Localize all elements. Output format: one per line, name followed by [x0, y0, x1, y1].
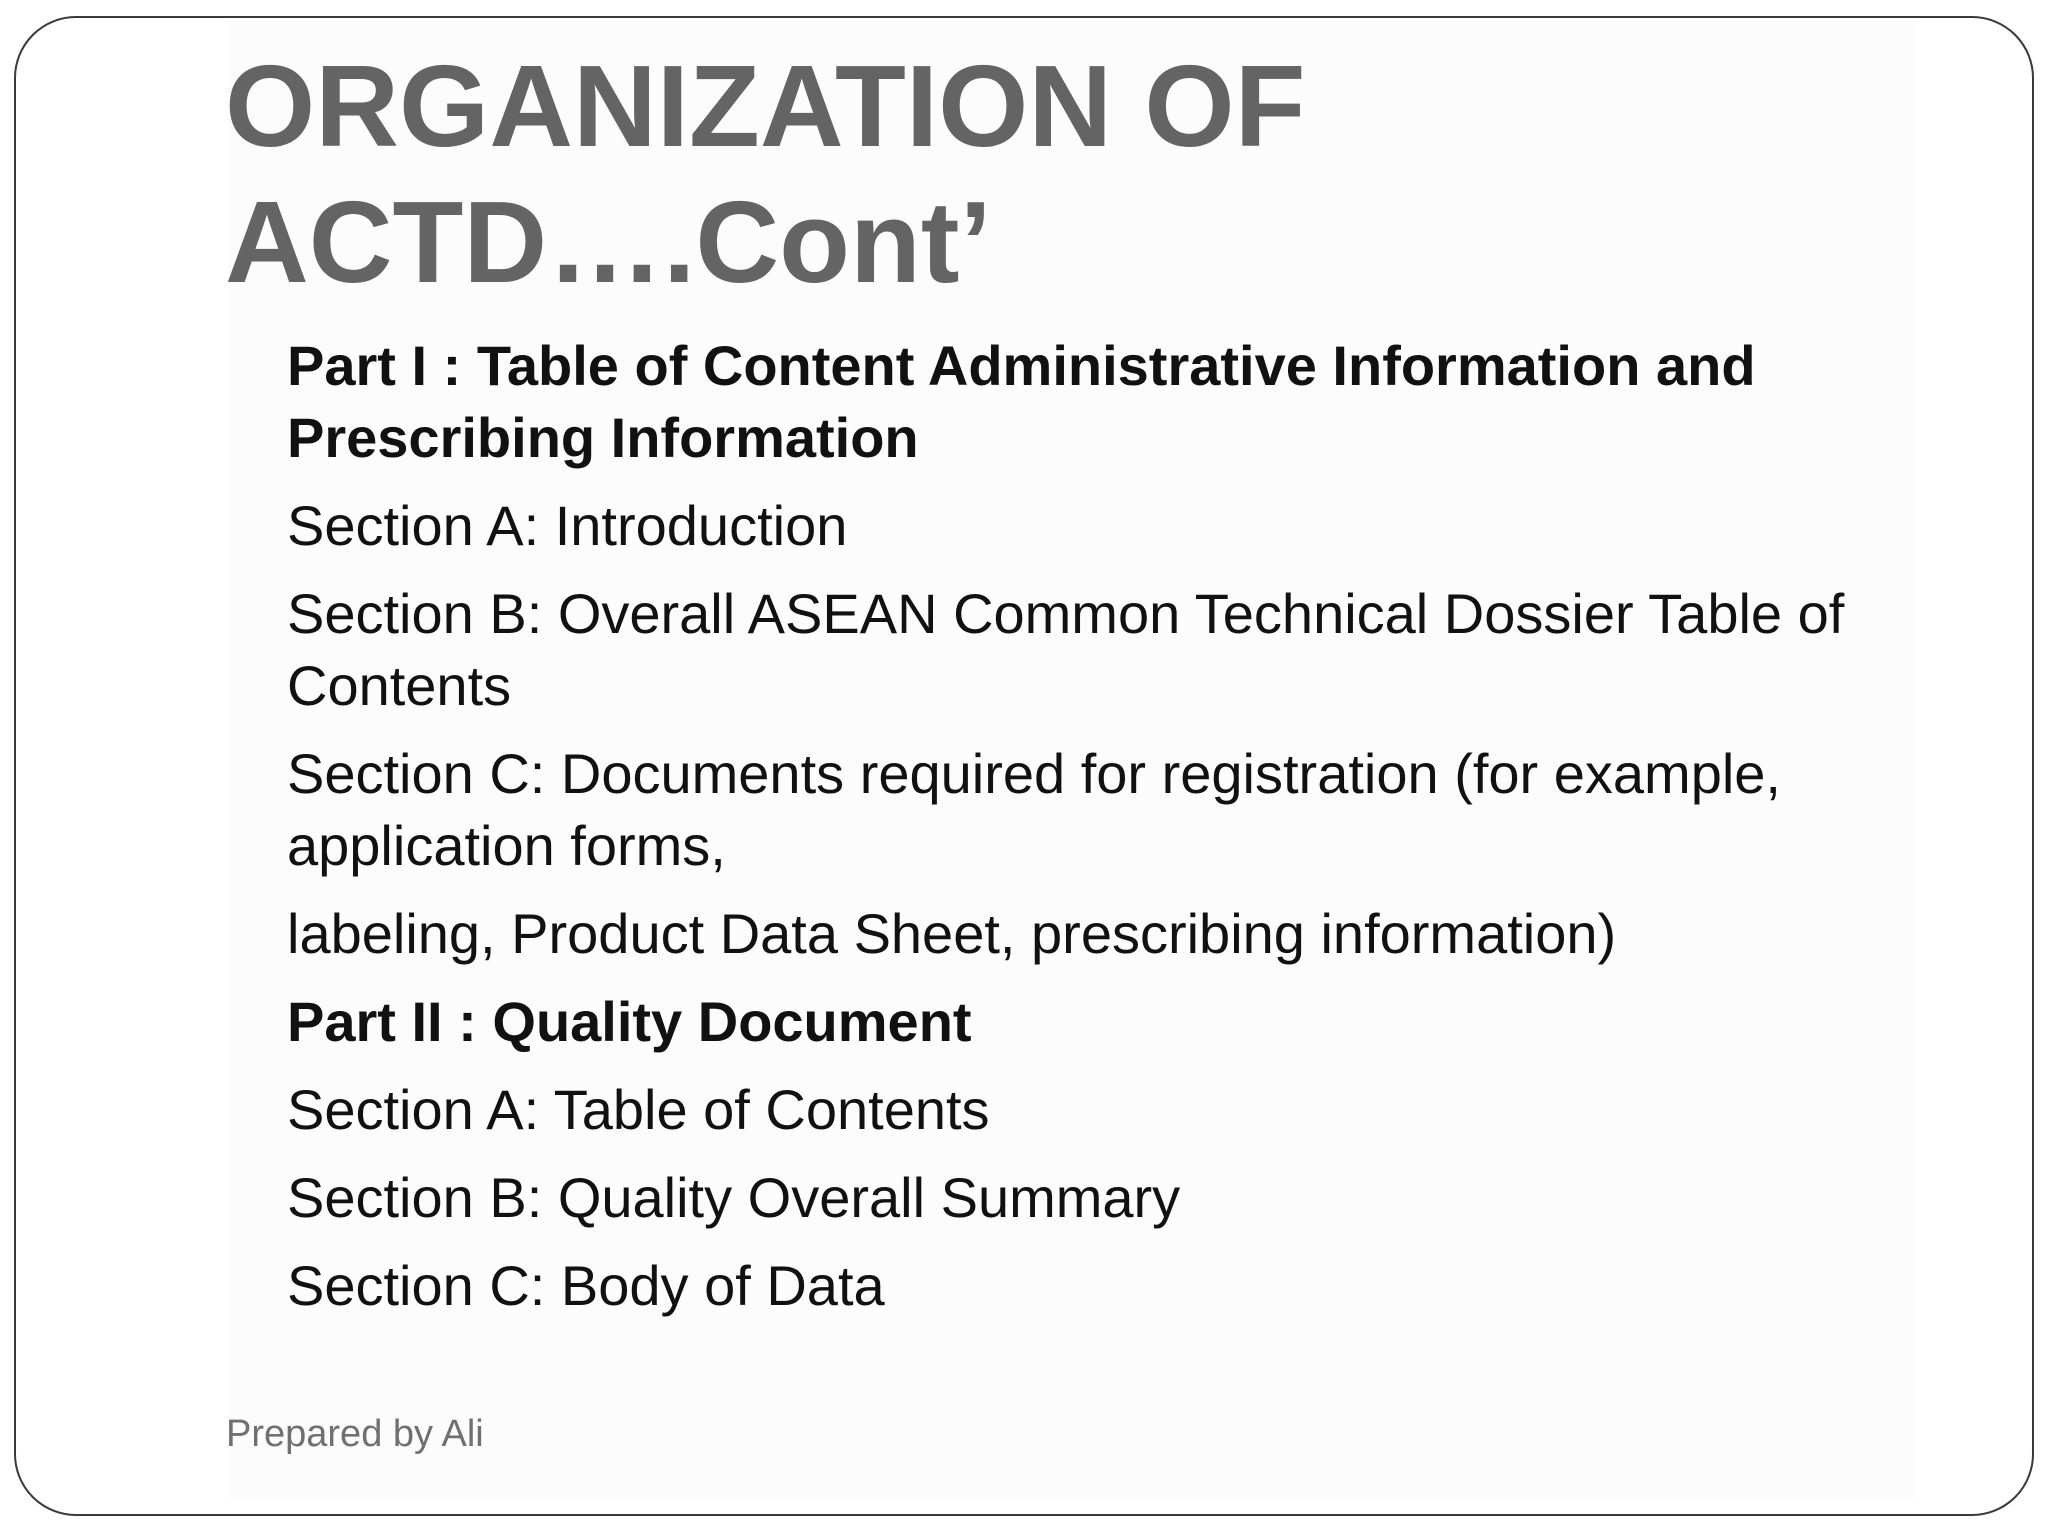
part-two-heading: Part II : Quality Document [287, 990, 972, 1053]
part-two-section-b: Section B: Quality Overall Summary [287, 1166, 1181, 1229]
slide-title [225, 38, 1305, 310]
slide-body-list [287, 330, 1927, 1338]
part-one-heading: Part I : Table of Content Administrative Information and Prescribing Information [287, 334, 1756, 469]
part-two-section-a: Section A: Table of Contents [287, 1078, 990, 1141]
part-one-section-a: Section A: Introduction [287, 494, 848, 557]
slide-title-line-2: ACTD….Cont’ [225, 177, 992, 307]
part-two-section-c: Section C: Body of Data [287, 1254, 885, 1317]
part-one-section-c-continued: labeling, Product Data Sheet, prescribing information) [287, 902, 1617, 965]
slide-footer: Prepared by Ali [226, 1413, 484, 1455]
part-one-section-b: Section B: Overall ASEAN Common Technical Dossier Table of Contents [287, 582, 1845, 717]
slide-title-line-1: ORGANIZATION OF [225, 41, 1306, 171]
part-one-section-c: Section C: Documents required for registration (for example, application forms, [287, 742, 1781, 877]
